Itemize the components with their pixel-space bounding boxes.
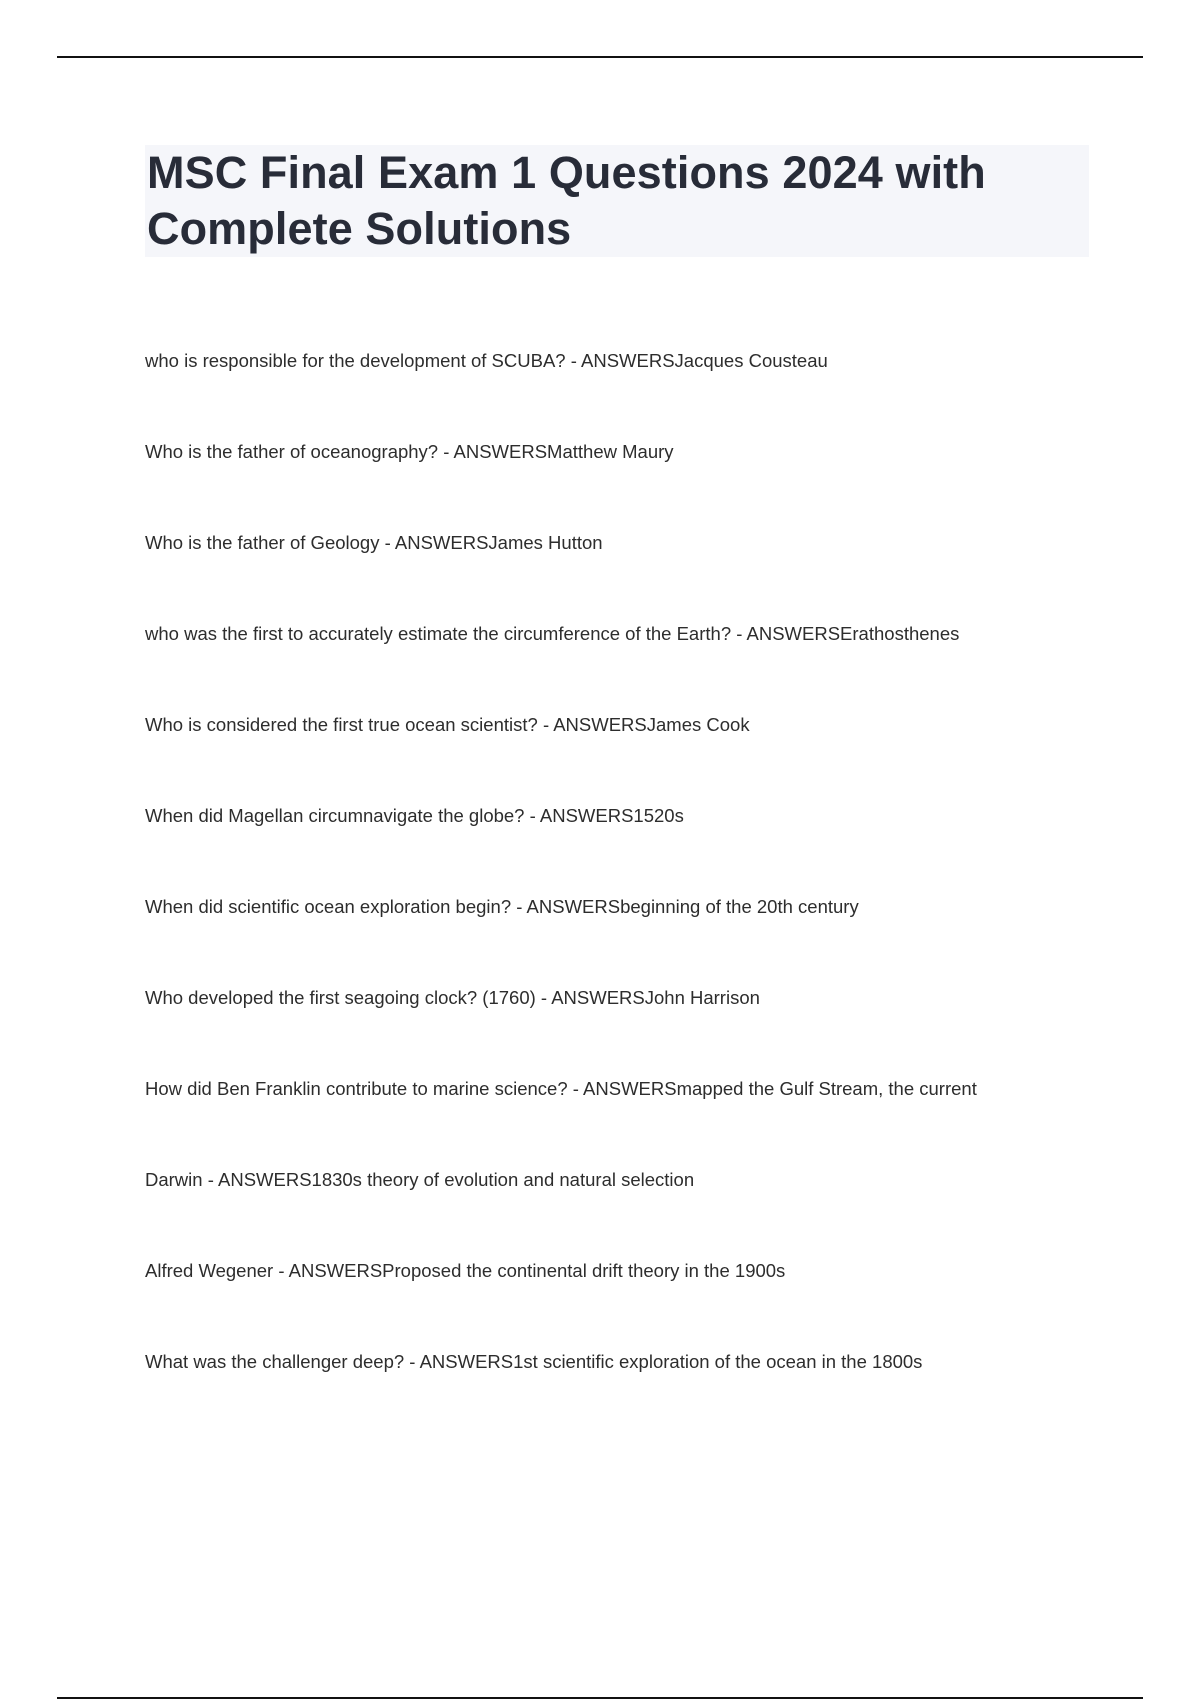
qa-item: When did Magellan circumnavigate the globe? - ANSWERS1520s (145, 805, 684, 826)
qa-item: who was the first to accurately estimate the circumference of the Earth? - ANSWERSErathosthenes (145, 623, 960, 644)
qa-item: Who developed the first seagoing clock? (1760) - ANSWERSJohn Harrison (145, 987, 760, 1008)
top-divider (57, 56, 1143, 58)
page-title: MSC Final Exam 1 Questions 2024 with Complete Solutions (147, 147, 986, 254)
qa-item: How did Ben Franklin contribute to marine science? - ANSWERSmapped the Gulf Stream, the current (145, 1078, 977, 1099)
qa-item: Who is considered the first true ocean scientist? - ANSWERSJames Cook (145, 714, 750, 735)
qa-item: Who is the father of Geology - ANSWERSJames Hutton (145, 532, 603, 553)
qa-item: When did scientific ocean exploration begin? - ANSWERSbeginning of the 20th century (145, 896, 859, 917)
qa-item: Darwin - ANSWERS1830s theory of evolution and natural selection (145, 1169, 695, 1190)
qa-item: Who is the father of oceanography? - ANSWERSMatthew Maury (145, 441, 674, 462)
title-block (145, 145, 1089, 257)
qa-item: What was the challenger deep? - ANSWERS1st scientific exploration of the ocean in the 1800s (145, 1351, 923, 1372)
qa-item: who is responsible for the development of SCUBA? - ANSWERSJacques Cousteau (145, 350, 828, 371)
bottom-divider (57, 1697, 1143, 1699)
qa-item: Alfred Wegener - ANSWERSProposed the continental drift theory in the 1900s (145, 1260, 786, 1281)
question-answer-list (145, 349, 1105, 1441)
